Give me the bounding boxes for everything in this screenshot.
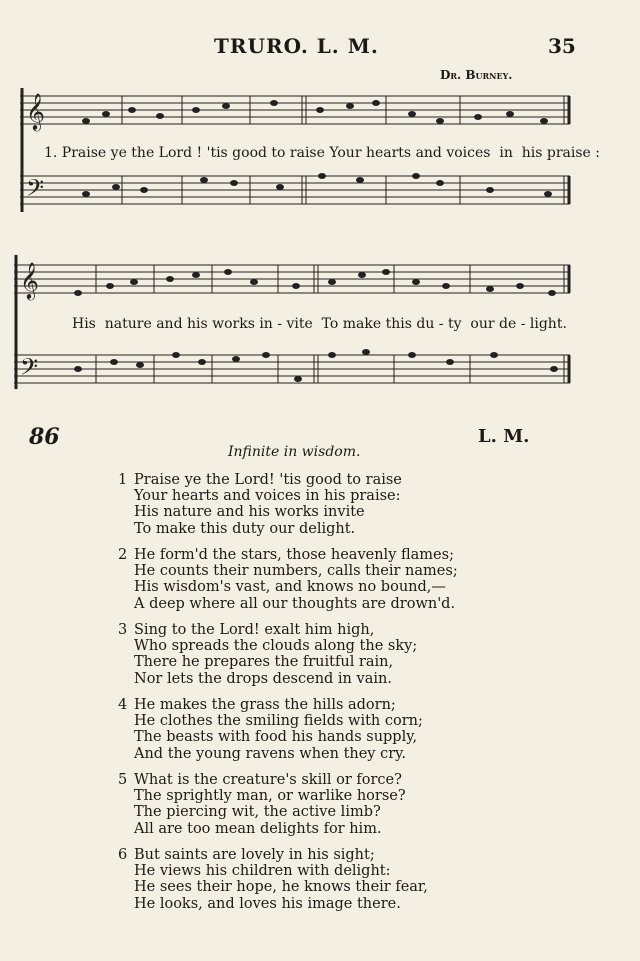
verse-line: There he prepares the fruitful rain, bbox=[134, 654, 394, 671]
verse-line: The sprightly man, or warlike horse? bbox=[134, 788, 406, 805]
verse-number: 3 bbox=[118, 622, 128, 638]
verse-line: Your hearts and voices in his praise: bbox=[134, 488, 401, 505]
verse-line: He clothes the smiling fields with corn; bbox=[134, 713, 423, 730]
page-title: TRURO. L. M. bbox=[214, 34, 379, 58]
verse-number: 4 bbox=[118, 697, 128, 713]
verse-line: Praise ye the Lord! 'tis good to raise bbox=[134, 472, 402, 488]
verse-6 bbox=[118, 847, 428, 912]
verse-line: Nor lets the drops descend in vain. bbox=[134, 670, 392, 687]
page-header bbox=[0, 34, 640, 64]
verse-line: To make this duty our delight. bbox=[134, 520, 356, 537]
hymn-number: 86 bbox=[29, 424, 60, 450]
verse-line: All are too mean delights for him. bbox=[134, 820, 382, 837]
verse-1 bbox=[118, 472, 402, 537]
verse-line: He looks, and loves his image there. bbox=[134, 895, 401, 912]
verse-line: He form'd the stars, those heavenly flames; bbox=[134, 547, 454, 563]
lyrics-line-2: His nature and his works in - vite To make this du - ty our de - light. bbox=[72, 316, 567, 332]
svg-text:𝄞: 𝄞 bbox=[26, 92, 45, 130]
lyrics-line-1: 1. Praise ye the Lord ! 'tis good to raise Your hearts and voices in his praise : bbox=[44, 145, 601, 161]
verse-number: 5 bbox=[118, 772, 128, 788]
svg-text:𝄢: 𝄢 bbox=[20, 353, 39, 386]
verse-5 bbox=[118, 772, 406, 837]
verse-2 bbox=[118, 547, 458, 612]
verse-line: And the young ravens when they cry. bbox=[134, 745, 407, 762]
verse-number: 1 bbox=[118, 472, 128, 488]
page-number: 35 bbox=[548, 34, 576, 58]
verse-number: 2 bbox=[118, 547, 128, 563]
svg-text:𝄞: 𝄞 bbox=[20, 261, 39, 299]
verse-number: 6 bbox=[118, 847, 128, 863]
svg-text:𝄢: 𝄢 bbox=[26, 174, 45, 207]
verse-line: His nature and his works invite bbox=[134, 504, 365, 521]
hymn-meter: L. M. bbox=[478, 426, 530, 447]
verse-line: What is the creature's skill or force? bbox=[134, 772, 402, 788]
verse-line: He counts their numbers, calls their names; bbox=[134, 563, 458, 580]
verse-line: Sing to the Lord! exalt him high, bbox=[134, 622, 375, 638]
verse-line: He makes the grass the hills adorn; bbox=[134, 697, 396, 713]
verse-line: The beasts with food his hands supply, bbox=[134, 729, 418, 746]
verse-4 bbox=[118, 697, 423, 762]
verse-line: The piercing wit, the active limb? bbox=[134, 804, 381, 821]
hymn-subtitle: Infinite in wisdom. bbox=[228, 444, 361, 460]
composer-credit: Dr. Burney. bbox=[440, 68, 513, 82]
verse-line: But saints are lovely in his sight; bbox=[134, 847, 375, 863]
verse-line: A deep where all our thoughts are drown'd. bbox=[134, 595, 456, 612]
verse-3 bbox=[118, 622, 417, 687]
verse-line: His wisdom's vast, and knows no bound,— bbox=[134, 579, 446, 596]
verse-line: He views his children with delight: bbox=[134, 863, 391, 880]
verse-line: He sees their hope, he knows their fear, bbox=[134, 879, 428, 896]
verse-line: Who spreads the clouds along the sky; bbox=[134, 638, 418, 655]
